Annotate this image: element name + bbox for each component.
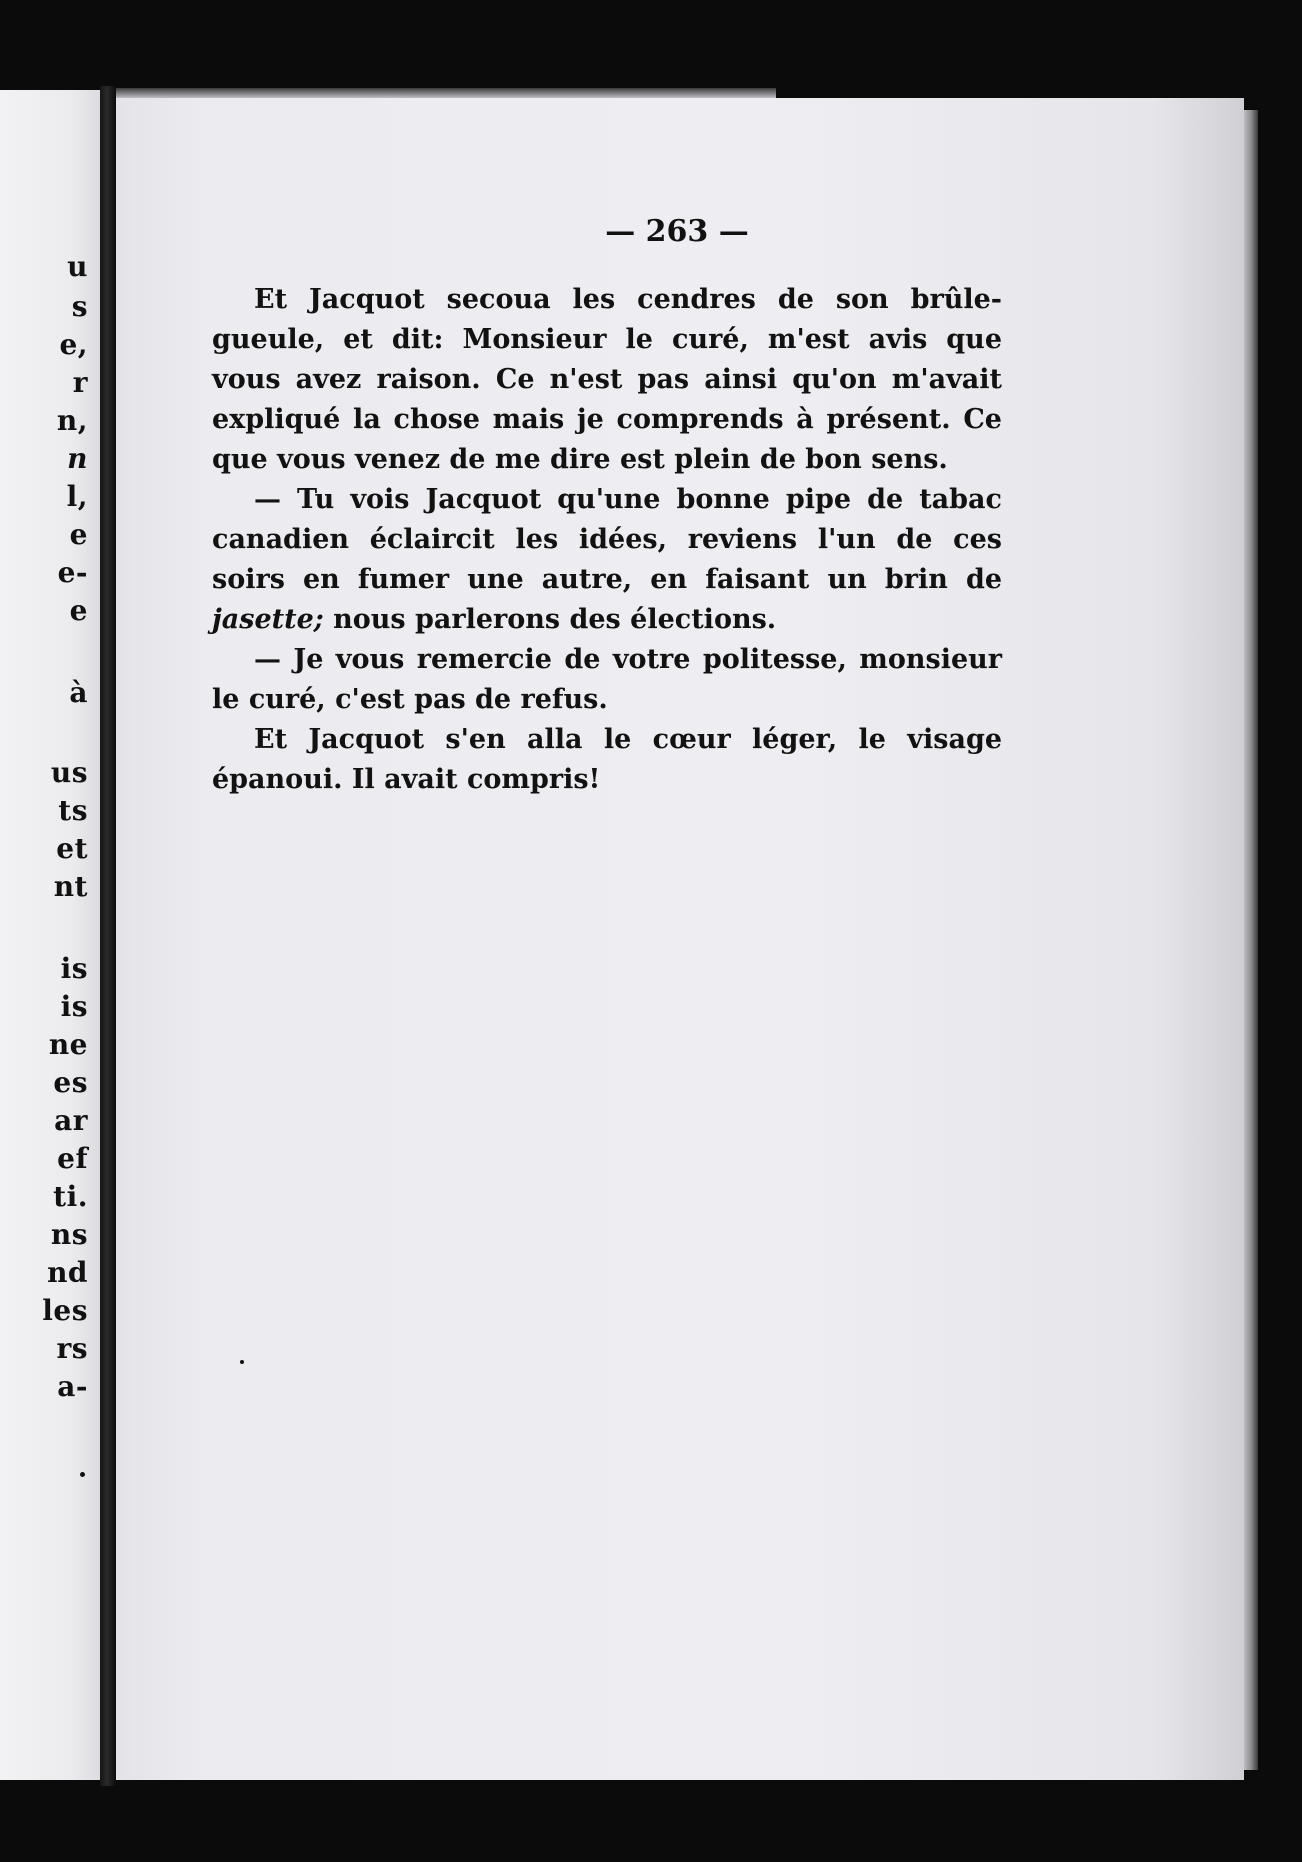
fragment-text: e, bbox=[59, 328, 88, 361]
paragraph-text: — Je vous remercie de votre politesse, monsieur le curé, c'est pas de refus. bbox=[212, 644, 1002, 715]
page-top-shadow bbox=[116, 88, 776, 98]
fragment-text: et bbox=[56, 832, 88, 865]
page-edge-shadow bbox=[1244, 110, 1258, 1770]
scan-speck bbox=[80, 1472, 85, 1477]
book-page bbox=[116, 98, 1244, 1780]
previous-page-edge bbox=[0, 90, 100, 1780]
fragment-text: les bbox=[42, 1294, 88, 1327]
fragment-text: à bbox=[69, 676, 88, 709]
fragment-text: is bbox=[60, 952, 88, 985]
fragment-text: us bbox=[50, 756, 88, 789]
fragment-text: ef bbox=[57, 1142, 88, 1175]
scan-speck bbox=[240, 1360, 244, 1364]
paragraph-text: Et Jacquot s'en alla le cœur léger, le visage épanoui. Il avait compris! bbox=[212, 724, 1002, 795]
fragment-text: r bbox=[72, 366, 88, 399]
fragment-text: s bbox=[71, 290, 88, 323]
fragment-text: ar bbox=[54, 1104, 88, 1137]
page-number: — 263 — bbox=[605, 214, 749, 249]
paragraph-text: Et Jacquot secoua les cendres de son brûle-gueule, et dit: Monsieur le curé, m'est avis que vous avez raison. Ce n'est pas ainsi qu'on m'avait expliqué la chose mais je comprends à présent. Ce que vous venez de me dire est plein de bon sens. bbox=[212, 284, 1002, 475]
paragraph bbox=[212, 480, 1002, 640]
paragraph-italic-text: jasette; bbox=[212, 604, 324, 635]
fragment-text: l, bbox=[66, 480, 88, 513]
fragment-text: ns bbox=[50, 1218, 88, 1251]
fragment-text: es bbox=[53, 1066, 88, 1099]
paragraph bbox=[212, 280, 1002, 480]
paragraph-text: — Tu vois Jacquot qu'une bonne pipe de tabac canadien éclaircit les idées, reviens l'un de ces soirs en fumer une autre, en faisant un brin de bbox=[212, 484, 1002, 595]
fragment-text: ne bbox=[48, 1028, 88, 1061]
fragment-text: u bbox=[67, 250, 88, 283]
fragment-text: n, bbox=[56, 404, 88, 437]
fragment-text: nd bbox=[47, 1256, 88, 1289]
fragment-text: e- bbox=[57, 556, 88, 589]
paragraph bbox=[212, 640, 1002, 720]
paragraph bbox=[212, 720, 1002, 800]
fragment-text: n bbox=[67, 442, 88, 475]
fragment-text: e bbox=[69, 518, 88, 551]
fragment-text: e bbox=[69, 594, 88, 627]
paragraph-text: nous parlerons des élections. bbox=[323, 604, 777, 635]
fragment-text: a- bbox=[57, 1370, 88, 1403]
book-spine bbox=[100, 86, 116, 1786]
fragment-text: rs bbox=[56, 1332, 88, 1365]
fragment-text: ts bbox=[58, 794, 88, 827]
fragment-text: is bbox=[60, 990, 88, 1023]
page-body bbox=[212, 280, 1002, 800]
fragment-text: ti. bbox=[53, 1180, 88, 1213]
fragment-text: nt bbox=[53, 870, 88, 903]
